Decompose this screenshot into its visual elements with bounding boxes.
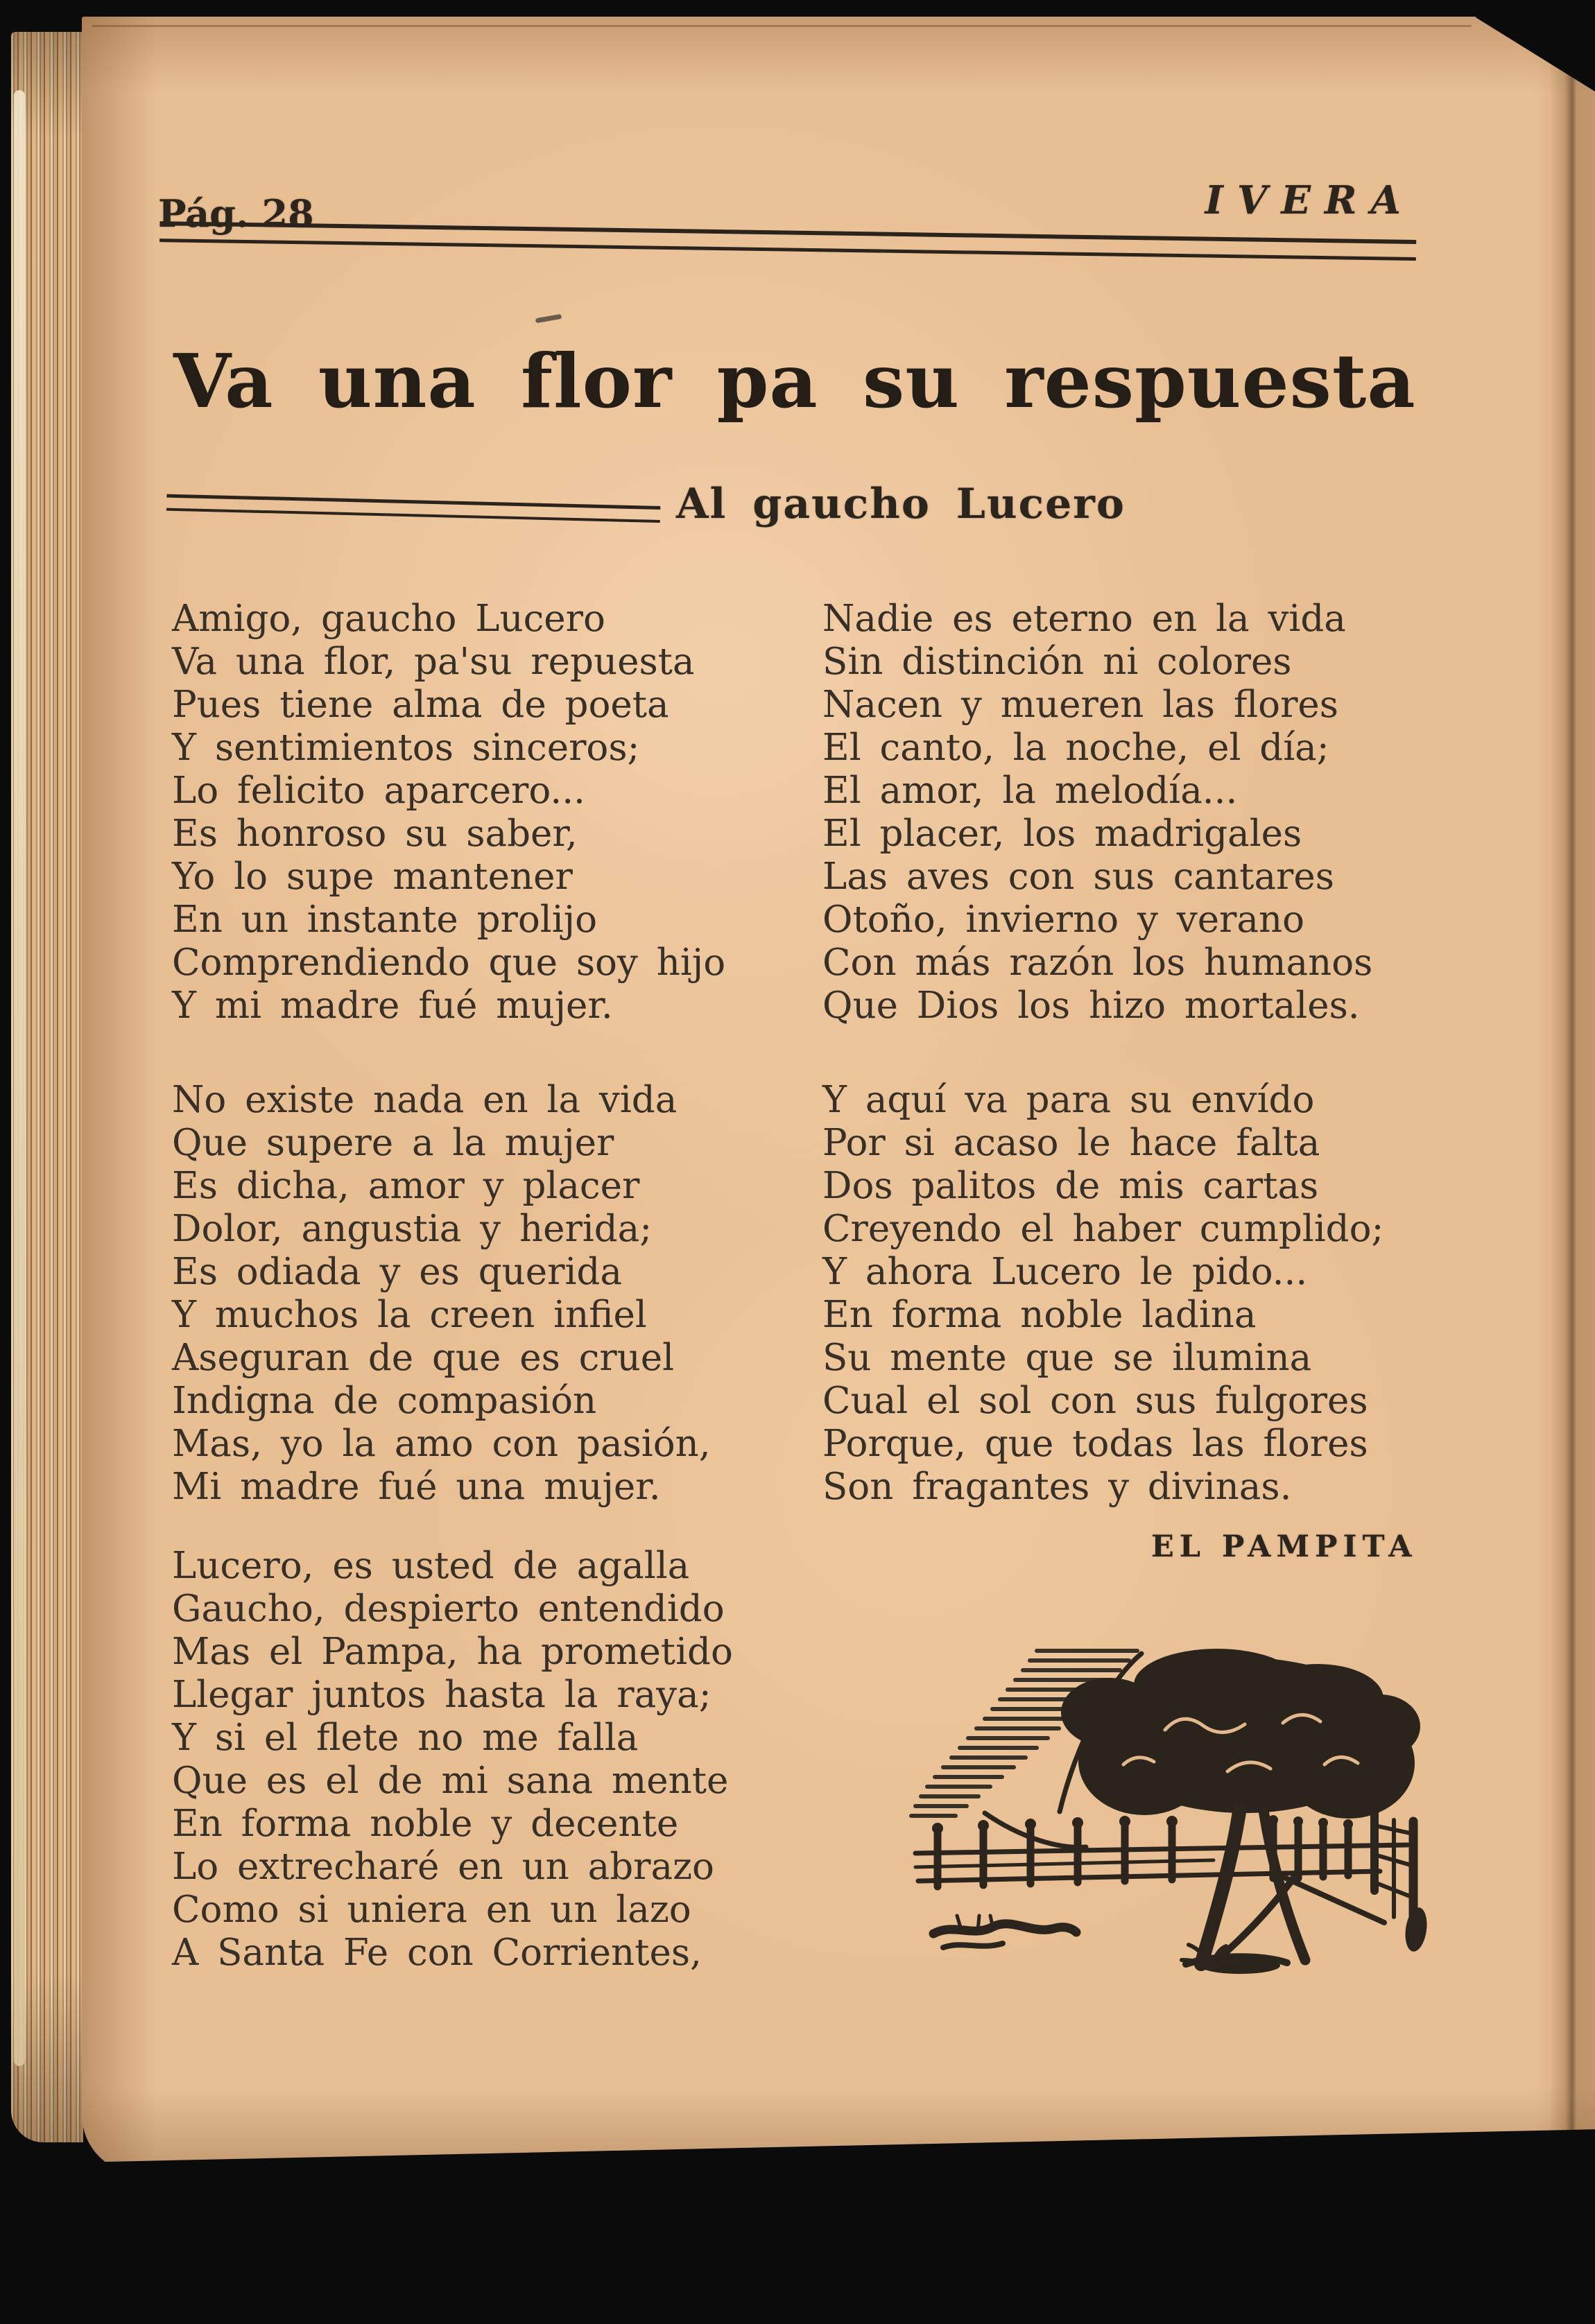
- poem-line: En un instante prolijo: [172, 899, 598, 941]
- poem-line: Y sentimientos sinceros;: [172, 727, 640, 769]
- poem-line: Indigna de compasión: [172, 1380, 597, 1422]
- tree: [1061, 1649, 1420, 1974]
- poem-line: Aseguran de que es cruel: [172, 1337, 675, 1379]
- poem-line: En forma noble y decente: [172, 1803, 679, 1845]
- poem-line: Otoño, invierno y verano: [822, 899, 1305, 941]
- inner-page-edge: [14, 90, 25, 2066]
- poem-line: Y ahora Lucero le pido...: [822, 1251, 1308, 1293]
- ground-curve: [985, 1813, 1086, 1847]
- poem-line: Nacen y mueren las flores: [822, 684, 1338, 726]
- poem-line: Yo lo supe mantener: [172, 856, 573, 898]
- poem-line: Que Dios los hizo mortales.: [822, 985, 1360, 1027]
- stanza: [822, 1079, 1474, 1509]
- poem-line: Y aquí va para su envído: [822, 1079, 1315, 1121]
- poem-line: Dos palitos de mis cartas: [822, 1165, 1319, 1207]
- poem-line: Mas el Pampa, ha prometido: [172, 1631, 733, 1673]
- page-top-edge-line: [92, 25, 1472, 27]
- poem-line: Con más razón los humanos: [822, 942, 1373, 984]
- poem-line: Es honroso su saber,: [172, 813, 578, 855]
- poem-line: Son fragantes y divinas.: [822, 1466, 1292, 1508]
- poem-line: El canto, la noche, el día;: [822, 727, 1329, 769]
- dedication: Al gaucho Lucero: [676, 480, 1126, 528]
- fallen-branch: [1283, 1877, 1384, 1923]
- poem-line: El amor, la melodía...: [822, 770, 1238, 812]
- poem-line: Lo extrecharé en un abrazo: [172, 1846, 714, 1888]
- poem-line: Como si uniera en un lazo: [172, 1889, 691, 1931]
- poem-column-2: [822, 598, 1474, 1509]
- poem-line: Lo felicito aparcero...: [172, 770, 585, 812]
- poem-line: Porque, que todas las flores: [822, 1423, 1368, 1465]
- poem-line: Va una flor, pa'su repuesta: [172, 641, 695, 683]
- poem-title: Va una flor pa su respuesta: [173, 338, 1416, 425]
- poem-line: Sin distinción ni colores: [822, 641, 1292, 683]
- poem-line: Que supere a la mujer: [172, 1122, 614, 1164]
- poem-line: Nadie es eterno en la vida: [822, 598, 1346, 640]
- masthead: IVERA: [1205, 177, 1415, 223]
- poem-line: Amigo, gaucho Lucero: [172, 598, 605, 640]
- poem-line: Y si el flete no me falla: [172, 1717, 639, 1759]
- poem-line: Llegar juntos hasta la raya;: [172, 1674, 712, 1716]
- stanza: [822, 598, 1474, 1027]
- stanza: [172, 1079, 824, 1509]
- poem-line: Que es el de mi sana mente: [172, 1760, 729, 1802]
- ground-scribble: [933, 1916, 1076, 1948]
- poem-line: Comprendiendo que soy hijo: [172, 942, 726, 984]
- poem-line: Creyendo el haber cumplido;: [822, 1208, 1384, 1250]
- poem-column-1: [172, 598, 824, 1975]
- poem-line: Y mi madre fué mujer.: [172, 985, 613, 1027]
- poem-line: En forma noble ladina: [822, 1294, 1257, 1336]
- poem-line: Es dicha, amor y placer: [172, 1165, 640, 1207]
- page-fold-crease: [1549, 17, 1595, 2156]
- poem-line: Por si acaso le hace falta: [822, 1122, 1320, 1164]
- poem-line: Lucero, es usted de agalla: [172, 1545, 690, 1587]
- page-number: Pág. 28: [158, 191, 314, 236]
- poem-line: No existe nada en la vida: [172, 1079, 678, 1121]
- poem-line: Cual el sol con sus fulgores: [822, 1380, 1368, 1422]
- poem-line: A Santa Fe con Corrientes,: [172, 1932, 702, 1974]
- poem-line: Es odiada y es querida: [172, 1251, 622, 1293]
- poem-line: Las aves con sus cantares: [822, 856, 1334, 898]
- poem-line: Su mente que se ilumina: [822, 1337, 1312, 1379]
- poem-line: El placer, los madrigales: [822, 813, 1302, 855]
- tree-crown: [1061, 1649, 1420, 1819]
- author-signature: EL PAMPITA: [1151, 1529, 1417, 1564]
- stanza: [172, 598, 824, 1027]
- tree-fence-illustration: [895, 1647, 1430, 1976]
- stanza: [172, 1545, 824, 1975]
- poem-line: Pues tiene alma de poeta: [172, 684, 669, 726]
- poem-line: Gaucho, despierto entendido: [172, 1588, 725, 1630]
- poem-line: Dolor, angustia y herida;: [172, 1208, 653, 1250]
- poem-line: Mi madre fué una mujer.: [172, 1466, 661, 1508]
- poem-line: Mas, yo la amo con pasión,: [172, 1423, 711, 1465]
- poem-line: Y muchos la creen infiel: [172, 1294, 647, 1336]
